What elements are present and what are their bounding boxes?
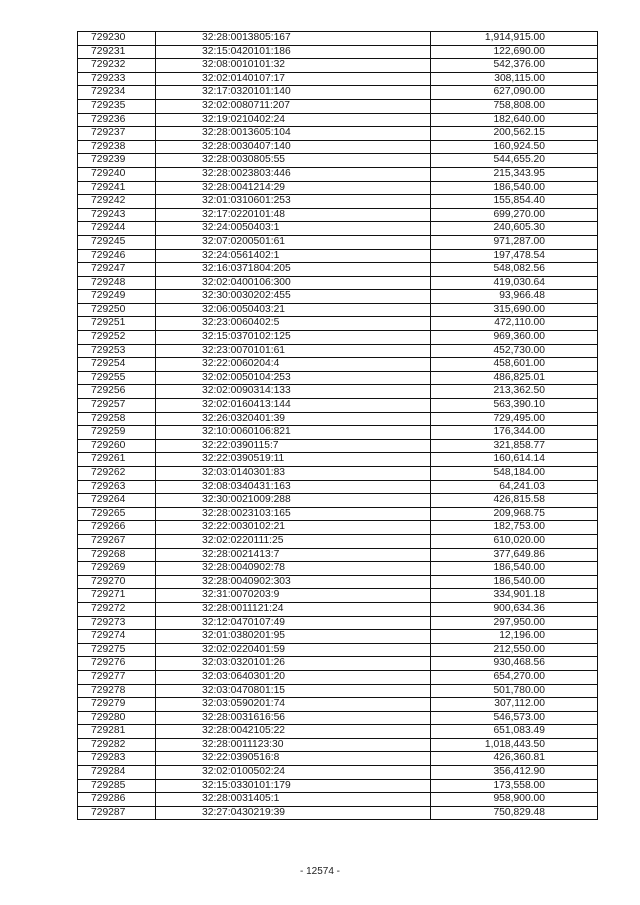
record-id-cell: 729255 [78,371,156,385]
record-id-cell: 729259 [78,426,156,440]
amount-cell: 1,914,915.00 [431,32,598,46]
cadastral-number-cell: 32:17:0220101:48 [156,208,431,222]
cadastral-number-cell: 32:28:0021413:7 [156,548,431,562]
cadastral-number-cell: 32:15:0330101:179 [156,779,431,793]
record-id-cell: 729277 [78,670,156,684]
table-row [78,86,598,100]
cadastral-number-cell: 32:27:0430219:39 [156,806,431,820]
table-row [78,59,598,73]
record-id-cell: 729235 [78,99,156,113]
record-id-cell: 729243 [78,208,156,222]
record-id-cell: 729268 [78,548,156,562]
amount-cell: 750,829.48 [431,806,598,820]
record-id-cell: 729285 [78,779,156,793]
page-number: - 12574 - [299,866,341,877]
cadastral-number-cell: 32:22:0390519:11 [156,453,431,467]
table-row [78,589,598,603]
amount-cell: 969,360.00 [431,331,598,345]
table-row [78,806,598,820]
cadastral-number-cell: 32:28:0023103:165 [156,507,431,521]
cadastral-number-cell: 32:03:0320101:26 [156,657,431,671]
amount-cell: 930,468.56 [431,657,598,671]
amount-cell: 419,030.64 [431,276,598,290]
cadastral-number-cell: 32:28:0040902:303 [156,575,431,589]
cadastral-number-cell: 32:28:0042105:22 [156,725,431,739]
amount-cell: 458,601.00 [431,358,598,372]
amount-cell: 548,082.56 [431,263,598,277]
table-row [78,521,598,535]
cadastral-number-cell: 32:28:0023803:446 [156,167,431,181]
cadastral-number-cell: 32:23:0060402:5 [156,317,431,331]
table-row [78,467,598,481]
record-id-cell: 729258 [78,412,156,426]
table-row [78,711,598,725]
table-row [78,399,598,413]
record-id-cell: 729269 [78,562,156,576]
record-id-cell: 729249 [78,290,156,304]
record-id-cell: 729257 [78,399,156,413]
cadastral-number-cell: 32:17:0320101:140 [156,86,431,100]
table-row [78,779,598,793]
cadastral-number-cell: 32:06:0050403:21 [156,303,431,317]
record-id-cell: 729251 [78,317,156,331]
table-row [78,548,598,562]
record-id-cell: 729272 [78,602,156,616]
table-row [78,303,598,317]
amount-cell: 563,390.10 [431,399,598,413]
record-id-cell: 729260 [78,439,156,453]
cadastral-number-cell: 32:12:0470107:49 [156,616,431,630]
record-id-cell: 729265 [78,507,156,521]
record-id-cell: 729276 [78,657,156,671]
record-id-cell: 729245 [78,235,156,249]
record-id-cell: 729256 [78,385,156,399]
table-row [78,643,598,657]
cadastral-number-cell: 32:03:0640301:20 [156,670,431,684]
table-row [78,575,598,589]
cadastral-number-cell: 32:02:0140107:17 [156,72,431,86]
amount-cell: 900,634.36 [431,602,598,616]
cadastral-number-cell: 32:03:0470801:15 [156,684,431,698]
cadastral-number-cell: 32:08:0010101:32 [156,59,431,73]
record-id-cell: 729274 [78,630,156,644]
amount-cell: 548,184.00 [431,467,598,481]
record-id-cell: 729282 [78,738,156,752]
records-table [77,31,598,820]
cadastral-number-cell: 32:26:0320401:39 [156,412,431,426]
record-id-cell: 729244 [78,222,156,236]
amount-cell: 197,478.54 [431,249,598,263]
table-row [78,263,598,277]
cadastral-number-cell: 32:22:0030102:21 [156,521,431,535]
table-row [78,534,598,548]
amount-cell: 186,540.00 [431,181,598,195]
cadastral-number-cell: 32:19:0210402:24 [156,113,431,127]
table-row [78,222,598,236]
record-id-cell: 729266 [78,521,156,535]
cadastral-number-cell: 32:23:0070101:61 [156,344,431,358]
cadastral-number-cell: 32:28:0011123:30 [156,738,431,752]
cadastral-number-cell: 32:02:0400106:300 [156,276,431,290]
cadastral-number-cell: 32:15:0420101:186 [156,45,431,59]
cadastral-number-cell: 32:24:0561402:1 [156,249,431,263]
amount-cell: 93,966.48 [431,290,598,304]
cadastral-number-cell: 32:28:0031616:56 [156,711,431,725]
table-row [78,657,598,671]
amount-cell: 212,550.00 [431,643,598,657]
table-row [78,507,598,521]
cadastral-number-cell: 32:02:0050104:253 [156,371,431,385]
record-id-cell: 729242 [78,195,156,209]
amount-cell: 200,562.15 [431,127,598,141]
record-id-cell: 729273 [78,616,156,630]
table-row [78,127,598,141]
cadastral-number-cell: 32:02:0090314:133 [156,385,431,399]
table-row [78,72,598,86]
table-row [78,752,598,766]
table-row [78,480,598,494]
amount-cell: 155,854.40 [431,195,598,209]
table-row [78,344,598,358]
cadastral-number-cell: 32:28:0040902:78 [156,562,431,576]
table-row [78,276,598,290]
table-row [78,358,598,372]
table-row [78,317,598,331]
cadastral-number-cell: 32:01:0310601:253 [156,195,431,209]
amount-cell: 315,690.00 [431,303,598,317]
cadastral-number-cell: 32:08:0340431:163 [156,480,431,494]
cadastral-number-cell: 32:30:0030202:455 [156,290,431,304]
amount-cell: 64,241.03 [431,480,598,494]
record-id-cell: 729263 [78,480,156,494]
table-row [78,385,598,399]
amount-cell: 209,968.75 [431,507,598,521]
table-row [78,793,598,807]
record-id-cell: 729279 [78,698,156,712]
amount-cell: 486,825.01 [431,371,598,385]
table-row [78,684,598,698]
table-row [78,235,598,249]
record-id-cell: 729231 [78,45,156,59]
record-id-cell: 729252 [78,331,156,345]
record-id-cell: 729250 [78,303,156,317]
amount-cell: 377,649.86 [431,548,598,562]
record-id-cell: 729236 [78,113,156,127]
amount-cell: 452,730.00 [431,344,598,358]
record-id-cell: 729230 [78,32,156,46]
amount-cell: 240,605.30 [431,222,598,236]
cadastral-number-cell: 32:16:0371804:205 [156,263,431,277]
table-row [78,45,598,59]
record-id-cell: 729232 [78,59,156,73]
cadastral-number-cell: 32:24:0050403:1 [156,222,431,236]
record-id-cell: 729247 [78,263,156,277]
table-row [78,439,598,453]
cadastral-number-cell: 32:30:0021009:288 [156,494,431,508]
table-row [78,290,598,304]
amount-cell: 308,115.00 [431,72,598,86]
amount-cell: 297,950.00 [431,616,598,630]
amount-cell: 729,495.00 [431,412,598,426]
cadastral-number-cell: 32:15:0370102:125 [156,331,431,345]
cadastral-number-cell: 32:02:0220111:25 [156,534,431,548]
table-row [78,181,598,195]
amount-cell: 426,815.58 [431,494,598,508]
amount-cell: 542,376.00 [431,59,598,73]
amount-cell: 213,362.50 [431,385,598,399]
record-id-cell: 729254 [78,358,156,372]
amount-cell: 651,083.49 [431,725,598,739]
table-row [78,738,598,752]
record-id-cell: 729240 [78,167,156,181]
table-row [78,562,598,576]
record-id-cell: 729238 [78,140,156,154]
record-id-cell: 729248 [78,276,156,290]
record-id-cell: 729234 [78,86,156,100]
cadastral-number-cell: 32:22:0390516:8 [156,752,431,766]
record-id-cell: 729287 [78,806,156,820]
amount-cell: 426,360.81 [431,752,598,766]
cadastral-number-cell: 32:28:0013605:104 [156,127,431,141]
table-row [78,453,598,467]
cadastral-number-cell: 32:02:0220401:59 [156,643,431,657]
record-id-cell: 729253 [78,344,156,358]
cadastral-number-cell: 32:03:0140301:83 [156,467,431,481]
table-row [78,725,598,739]
table-row [78,426,598,440]
record-id-cell: 729270 [78,575,156,589]
table-row [78,249,598,263]
cadastral-number-cell: 32:10:0060106:821 [156,426,431,440]
amount-cell: 544,655.20 [431,154,598,168]
amount-cell: 546,573.00 [431,711,598,725]
cadastral-number-cell: 32:22:0390115:7 [156,439,431,453]
table-row [78,99,598,113]
amount-cell: 160,614.14 [431,453,598,467]
table-row [78,167,598,181]
cadastral-number-cell: 32:28:0013805:167 [156,32,431,46]
table-row [78,154,598,168]
record-id-cell: 729262 [78,467,156,481]
amount-cell: 160,924.50 [431,140,598,154]
amount-cell: 12,196.00 [431,630,598,644]
record-id-cell: 729280 [78,711,156,725]
cadastral-number-cell: 32:28:0030407:140 [156,140,431,154]
amount-cell: 186,540.00 [431,575,598,589]
cadastral-number-cell: 32:28:0041214:29 [156,181,431,195]
amount-cell: 627,090.00 [431,86,598,100]
cadastral-number-cell: 32:28:0031405:1 [156,793,431,807]
amount-cell: 472,110.00 [431,317,598,331]
record-id-cell: 729237 [78,127,156,141]
table-row [78,113,598,127]
table-row [78,766,598,780]
amount-cell: 501,780.00 [431,684,598,698]
table-row [78,140,598,154]
table-row [78,331,598,345]
amount-cell: 186,540.00 [431,562,598,576]
cadastral-number-cell: 32:07:0200501:61 [156,235,431,249]
cadastral-number-cell: 32:02:0160413:144 [156,399,431,413]
amount-cell: 699,270.00 [431,208,598,222]
cadastral-number-cell: 32:22:0060204:4 [156,358,431,372]
amount-cell: 307,112.00 [431,698,598,712]
amount-cell: 1,018,443.50 [431,738,598,752]
amount-cell: 173,558.00 [431,779,598,793]
amount-cell: 334,901.18 [431,589,598,603]
record-id-cell: 729283 [78,752,156,766]
cadastral-number-cell: 32:31:0070203:9 [156,589,431,603]
record-id-cell: 729286 [78,793,156,807]
records-table-body [78,32,598,820]
record-id-cell: 729239 [78,154,156,168]
record-id-cell: 729233 [78,72,156,86]
amount-cell: 122,690.00 [431,45,598,59]
amount-cell: 176,344.00 [431,426,598,440]
table-row [78,32,598,46]
record-id-cell: 729284 [78,766,156,780]
amount-cell: 321,858.77 [431,439,598,453]
record-id-cell: 729271 [78,589,156,603]
amount-cell: 356,412.90 [431,766,598,780]
table-row [78,208,598,222]
cadastral-number-cell: 32:02:0100502:24 [156,766,431,780]
cadastral-number-cell: 32:28:0011121:24 [156,602,431,616]
table-row [78,670,598,684]
cadastral-number-cell: 32:02:0080711:207 [156,99,431,113]
amount-cell: 610,020.00 [431,534,598,548]
amount-cell: 971,287.00 [431,235,598,249]
table-row [78,494,598,508]
record-id-cell: 729267 [78,534,156,548]
amount-cell: 182,640.00 [431,113,598,127]
table-row [78,616,598,630]
cadastral-number-cell: 32:03:0590201:74 [156,698,431,712]
record-id-cell: 729241 [78,181,156,195]
amount-cell: 758,808.00 [431,99,598,113]
table-row [78,412,598,426]
amount-cell: 215,343.95 [431,167,598,181]
amount-cell: 958,900.00 [431,793,598,807]
cadastral-number-cell: 32:01:0380201:95 [156,630,431,644]
amount-cell: 182,753.00 [431,521,598,535]
record-id-cell: 729261 [78,453,156,467]
amount-cell: 654,270.00 [431,670,598,684]
record-id-cell: 729275 [78,643,156,657]
table-row [78,195,598,209]
record-id-cell: 729278 [78,684,156,698]
cadastral-number-cell: 32:28:0030805:55 [156,154,431,168]
table-row [78,371,598,385]
record-id-cell: 729264 [78,494,156,508]
table-row [78,602,598,616]
table-row [78,630,598,644]
table-row [78,698,598,712]
record-id-cell: 729246 [78,249,156,263]
record-id-cell: 729281 [78,725,156,739]
